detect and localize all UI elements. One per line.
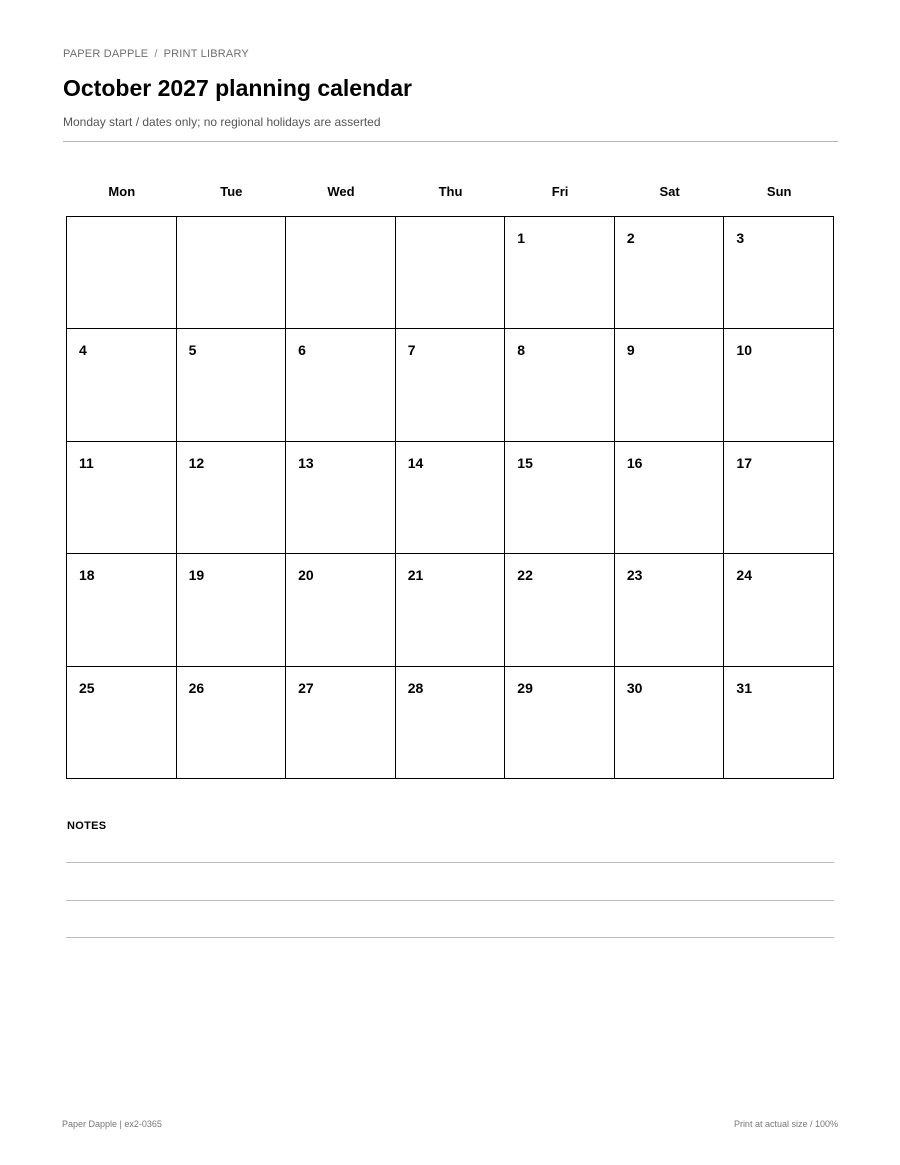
- day-cell: [724, 442, 834, 554]
- note-line: [66, 900, 834, 901]
- breadcrumb: [63, 48, 249, 60]
- day-number: 17: [736, 454, 752, 471]
- empty-day-cell: [396, 217, 506, 329]
- day-cell: [505, 217, 615, 329]
- footer-doc-id: Paper Dapple | ex2-0365: [62, 1119, 162, 1129]
- weekday-sat: Sat: [659, 184, 680, 199]
- day-number: 11: [79, 454, 94, 471]
- day-cell: [724, 217, 834, 329]
- note-line: [66, 862, 834, 863]
- day-cell: [67, 667, 177, 779]
- day-number: 28: [407, 679, 424, 696]
- page-subtitle: Monday start / dates only; no regional holidays are asserted: [63, 115, 381, 129]
- day-cell: [724, 554, 834, 666]
- day-number: 3: [736, 230, 745, 246]
- day-number: 4: [79, 342, 87, 359]
- weekday-fri: Fri: [551, 184, 569, 199]
- day-number: 16: [626, 454, 643, 471]
- weekday-thu: Thu: [438, 184, 463, 199]
- day-number: 23: [626, 567, 643, 584]
- day-number: 21: [407, 567, 424, 584]
- day-number: 19: [188, 567, 205, 584]
- day-number: 18: [79, 567, 95, 584]
- day-number: 6: [298, 342, 306, 359]
- day-cell: [67, 442, 177, 554]
- day-cell: [724, 667, 834, 779]
- day-cell: [286, 329, 396, 441]
- weekday-mon: Mon: [108, 184, 136, 199]
- day-number: 14: [407, 454, 424, 471]
- day-number: 31: [736, 679, 752, 696]
- day-number: 25: [79, 679, 95, 696]
- day-cell: [286, 442, 396, 554]
- calendar-grid: [66, 216, 834, 779]
- day-number: 13: [298, 454, 314, 471]
- breadcrumb-item-brand[interactable]: PAPER DAPPLE: [63, 48, 149, 60]
- footer-print-note: Print at actual size / 100%: [733, 1119, 838, 1129]
- day-number: 30: [626, 679, 643, 696]
- day-cell: [177, 554, 287, 666]
- day-cell: [67, 554, 177, 666]
- day-number: 24: [736, 567, 752, 584]
- day-number: 1: [517, 230, 526, 246]
- day-number: 26: [188, 679, 205, 696]
- day-cell: [724, 329, 834, 441]
- day-number: 20: [298, 567, 314, 584]
- day-cell: [505, 554, 615, 666]
- page-title: October 2027 planning calendar: [63, 75, 412, 101]
- breadcrumb-item-library[interactable]: PRINT LIBRARY: [163, 48, 249, 60]
- notes-label: NOTES: [67, 820, 107, 832]
- day-cell: [615, 329, 725, 441]
- empty-day-cell: [67, 217, 177, 329]
- note-line: [66, 937, 834, 938]
- day-cell: [615, 442, 725, 554]
- day-number: 5: [188, 342, 197, 359]
- weekday-tue: Tue: [220, 184, 243, 199]
- weekday-sun: Sun: [766, 184, 792, 199]
- day-number: 15: [517, 454, 533, 471]
- day-cell: [615, 554, 725, 666]
- header-divider: [63, 141, 838, 142]
- day-number: 8: [517, 342, 526, 359]
- day-number: 10: [736, 342, 752, 359]
- day-cell: [396, 667, 506, 779]
- day-number: 22: [517, 567, 533, 584]
- weekday-wed: Wed: [327, 184, 355, 199]
- empty-day-cell: [177, 217, 287, 329]
- day-cell: [396, 329, 506, 441]
- day-cell: [177, 442, 287, 554]
- day-cell: [505, 329, 615, 441]
- empty-day-cell: [286, 217, 396, 329]
- day-number: 27: [298, 679, 314, 696]
- day-number: 29: [517, 679, 533, 696]
- day-cell: [505, 667, 615, 779]
- day-cell: [177, 667, 287, 779]
- day-cell: [177, 329, 287, 441]
- day-cell: [286, 554, 396, 666]
- day-cell: [615, 217, 725, 329]
- day-number: 9: [626, 342, 635, 359]
- day-cell: [505, 442, 615, 554]
- day-cell: [615, 667, 725, 779]
- day-number: 2: [626, 230, 635, 246]
- breadcrumb-separator: /: [154, 48, 158, 60]
- day-number: 7: [407, 342, 416, 359]
- day-cell: [396, 442, 506, 554]
- weekday-header-row: [67, 184, 834, 199]
- day-cell: [67, 329, 177, 441]
- day-cell: [286, 667, 396, 779]
- day-number: 12: [188, 454, 205, 471]
- day-cell: [396, 554, 506, 666]
